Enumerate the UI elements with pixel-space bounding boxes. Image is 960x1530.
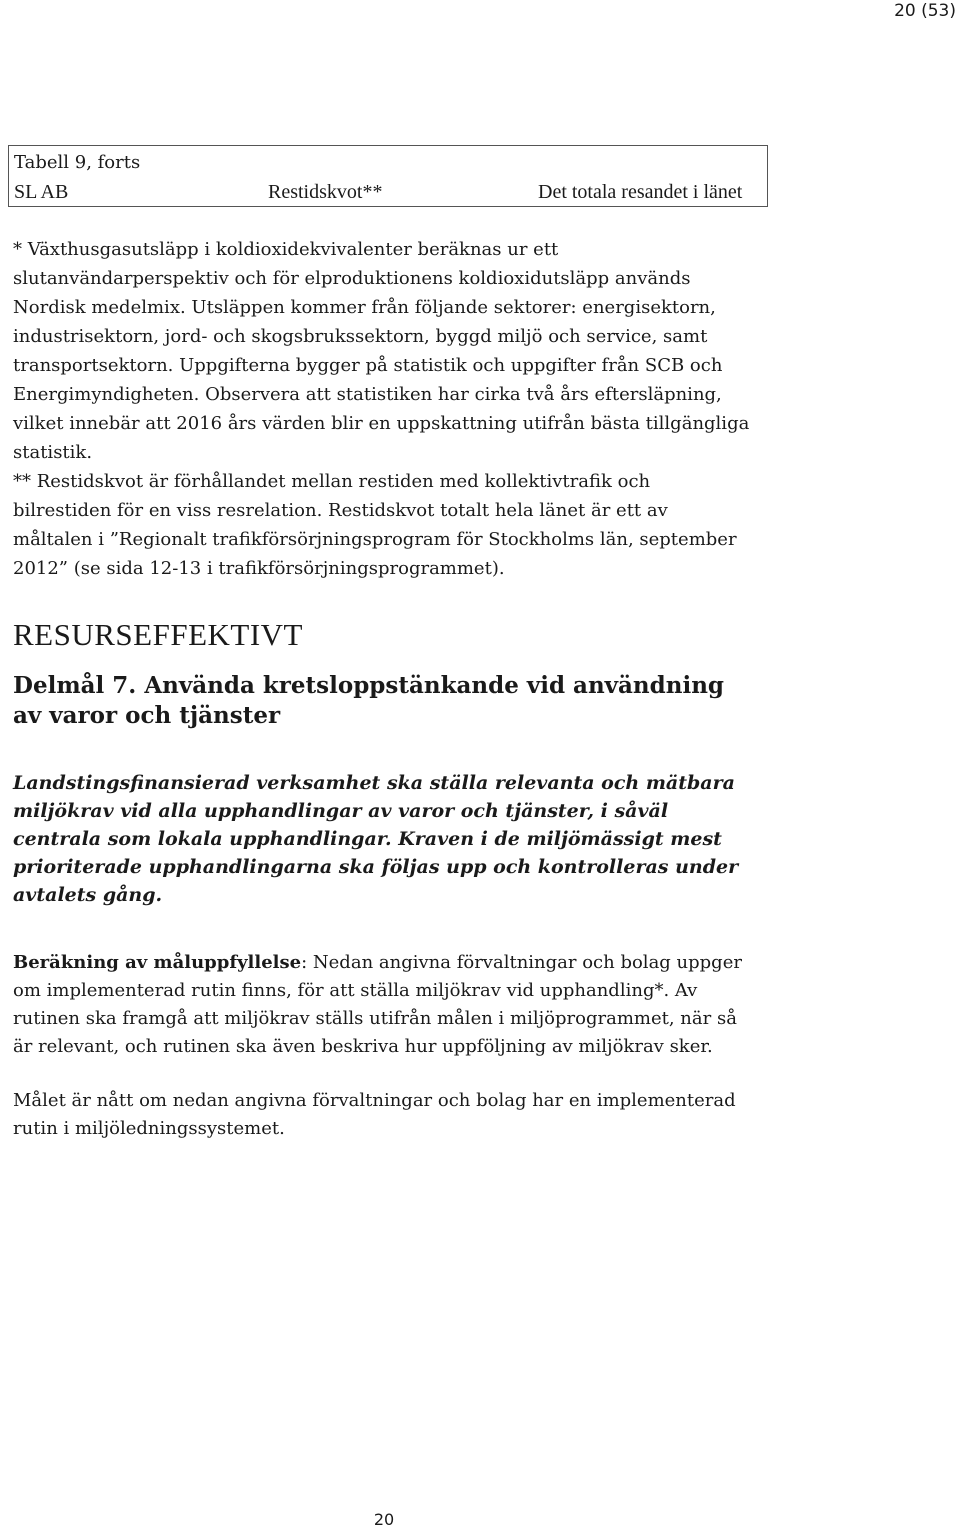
achievement-paragraph: Målet är nått om nedan angivna förvaltningar och bolag har en implementerad rutin i miljöledningssystemet. bbox=[13, 1090, 736, 1139]
footnote-emissions: * Växthusgasutsläpp i koldioxidekvivalenter beräknas ur ett slutanvändarperspektiv och för elproduktionens koldioxidutsläpp används Nordisk medelmix. Utsläppen kommer från följande sektorer: energisektorn, industrisektorn, jord- och skogsbrukssektorn, byggd miljö och service, samt transportsektorn. Uppgifterna bygger på statistik och uppgifter från SCB och Energimyndigheten. Observera att statistiken har cirka två års eftersläpning, vilket innebär att 2016 års värden blir en uppskattning utifrån bästa tillgängliga statistik. bbox=[13, 239, 750, 463]
calculation-paragraph bbox=[13, 949, 753, 1061]
section-title: RESURSEFFEKTIVT bbox=[13, 617, 303, 652]
page-header-label: 20 (53) bbox=[894, 1, 956, 21]
table-cell-indicator: Restidskvot** bbox=[263, 178, 533, 207]
table-cell-organization: SL AB bbox=[9, 178, 264, 207]
table-caption: Tabell 9, forts bbox=[8, 145, 768, 178]
goal-heading: Delmål 7. Använda kretsloppstänkande vid användning av varor och tjänster bbox=[13, 672, 725, 729]
data-table-section bbox=[8, 145, 768, 207]
calculation-label: Beräkning av måluppfyllelse bbox=[13, 952, 302, 973]
table-row bbox=[9, 178, 768, 207]
data-table bbox=[8, 178, 768, 207]
calculation-separator: : bbox=[301, 952, 308, 973]
table-cell-scope: Det totala resandet i länet bbox=[533, 178, 768, 207]
calculation-text: Nedan angivna förvaltningar och bolag uppger om implementerad rutin finns, för att ställa miljökrav vid upphandling*. Av rutinen ska framgå att miljökrav ställs utifrån målen i miljöprogrammet, när så är relevant, och rutinen ska även beskriva hur uppföljning av miljökrav sker. bbox=[13, 952, 742, 1057]
goal-statement: Landstingsfinansierad verksamhet ska ställa relevanta och mätbara miljökrav vid alla upphandlingar av varor och tjänster, i såväl centrala som lokala upphandlingar. Kraven i de miljömässigt mest prioriterade upphandlingarna ska följas upp och kontrolleras under avtalets gång. bbox=[13, 772, 739, 906]
footnote-travel-time: ** Restidskvot är förhållandet mellan restiden med kollektivtrafik och bilrestiden för en viss resrelation. Restidskvot totalt hela länet är ett av måltalen i ”Regionalt trafikförsörjningsprogram för Stockholms län, september 2012” (se sida 12-13 i trafikförsörjningsprogrammet). bbox=[13, 471, 737, 579]
main-content bbox=[13, 235, 753, 1143]
page-number: 20 bbox=[373, 1510, 395, 1529]
